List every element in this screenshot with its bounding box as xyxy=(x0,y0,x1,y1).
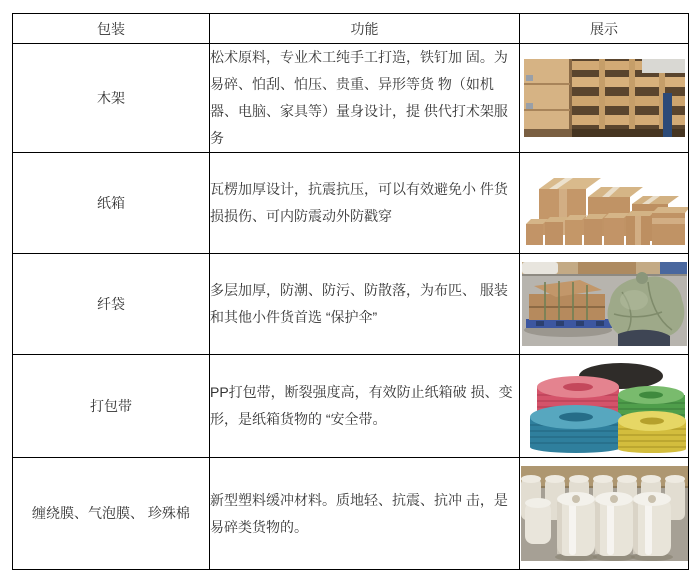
function-text-cell xyxy=(210,355,520,458)
package-name-cell xyxy=(13,355,210,458)
table-row xyxy=(13,153,689,254)
photo-cell xyxy=(520,458,689,570)
package-name-cell xyxy=(13,254,210,355)
package-name: 打包带 xyxy=(90,397,132,414)
package-name: 木架 xyxy=(97,89,125,106)
photo-cell xyxy=(520,44,689,153)
function-text: PP打包带，断裂强度高，有效防止纸箱破 损、变形，是纸箱货物的 “安全带。 xyxy=(210,384,513,427)
package-name: 纤袋 xyxy=(97,295,125,312)
photo-cell xyxy=(520,355,689,458)
header-row xyxy=(13,14,689,44)
strapping-coils-photo xyxy=(521,359,687,453)
stretch-film-rolls-photo xyxy=(521,466,688,561)
photo-cell xyxy=(520,254,689,355)
wooden-crates-photo xyxy=(524,59,685,137)
function-text: 新型塑料缓冲材料。质地轻、抗震、抗冲 击，是易碎类货物的。 xyxy=(210,491,508,535)
woven-bags-photo xyxy=(522,262,687,346)
function-text-cell xyxy=(210,44,520,153)
header-package-label: 包装 xyxy=(97,20,125,37)
table-row xyxy=(13,44,689,153)
photo-cell xyxy=(520,153,689,254)
table-row xyxy=(13,254,689,355)
packaging-table xyxy=(12,13,689,570)
package-name-cell xyxy=(13,44,210,153)
table-row xyxy=(13,355,689,458)
package-name: 缠绕膜、气泡膜、 珍殊棉 xyxy=(32,505,190,521)
function-text-cell xyxy=(210,458,520,570)
function-text-cell xyxy=(210,254,520,355)
header-display-label: 展示 xyxy=(590,20,618,37)
package-name: 纸箱 xyxy=(97,194,125,211)
header-function-label: 功能 xyxy=(350,20,379,37)
function-text-cell xyxy=(210,153,520,254)
header-package xyxy=(13,14,210,44)
function-text: 多层加厚，防潮、防污、防散落，为布匹、 服装和其他小件货首选 “保护伞” xyxy=(210,282,508,325)
function-text: 松术原料，专业术工纯手工打造，铁钉加 固。为易碎、怕刮、怕压、贵重、异形等货 物（如机器、电脑、家具等）量身设计，提 供代打术架服务 xyxy=(210,49,508,146)
package-name-cell xyxy=(13,458,210,570)
header-display xyxy=(520,14,689,44)
function-text: 瓦楞加厚设计，抗震抗压，可以有效避免小 件货损损伤、可内防震动外防戳穿 xyxy=(210,181,508,224)
table-row xyxy=(13,458,689,570)
cardboard-boxes-photo xyxy=(521,158,688,249)
header-function xyxy=(210,14,520,44)
package-name-cell xyxy=(13,153,210,254)
